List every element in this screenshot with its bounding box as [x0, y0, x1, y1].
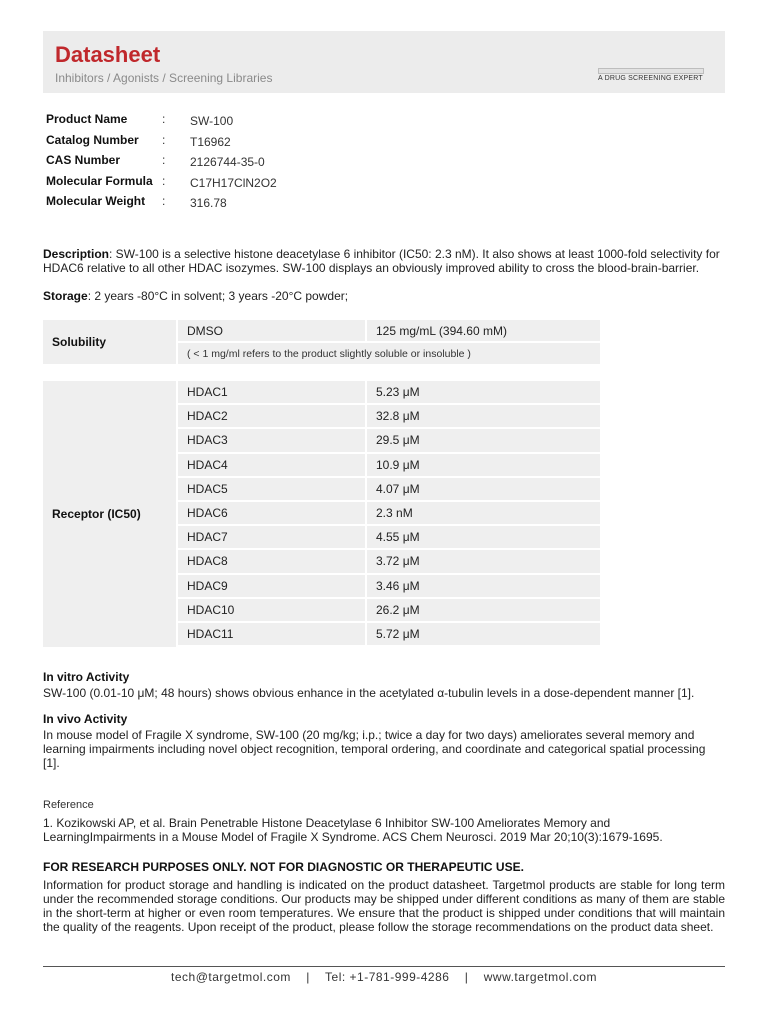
receptor-value: 5.72 μM — [367, 623, 600, 647]
property-label: Catalog Number — [46, 132, 139, 147]
receptor-value: 2.3 nM — [367, 502, 600, 526]
receptor-target: HDAC5 — [178, 478, 367, 502]
property-row-cas-number — [46, 153, 346, 174]
receptor-target: HDAC2 — [178, 405, 367, 429]
research-use-heading: FOR RESEARCH PURPOSES ONLY. NOT FOR DIAGNOSTIC OR THERAPEUTIC USE. — [43, 860, 524, 874]
solubility-table — [43, 320, 600, 364]
receptor-value: 26.2 μM — [367, 599, 600, 623]
description-text: : SW-100 is a selective histone deacetylase 6 inhibitor (IC50: 2.3 nM). It also shows at least 1000-fold selectivity for HDAC6 relative to all other HDAC isozymes. SW-100 displays an obviously improved ability to cross the blood-brain-barrier. — [43, 247, 720, 275]
solubility-value: 125 mg/mL (394.60 mM) — [367, 320, 600, 343]
solubility-label: Solubility — [43, 320, 178, 364]
storage-label: Storage — [43, 289, 88, 303]
property-value: SW-100 — [190, 114, 234, 128]
receptor-value: 5.23 μM — [367, 381, 600, 405]
storage-paragraph — [43, 289, 725, 303]
receptor-target: HDAC8 — [178, 550, 367, 574]
property-separator: : — [162, 132, 166, 147]
page-title: Datasheet — [55, 42, 161, 67]
in-vivo-heading: In vivo Activity — [43, 712, 128, 726]
in-vitro-text: SW-100 (0.01-10 μM; 48 hours) shows obvious enhance in the acetylated α-tubulin levels in a dose-dependent manner [1]. — [43, 686, 695, 700]
receptor-value: 3.46 μM — [367, 575, 600, 599]
receptor-target: HDAC11 — [178, 623, 367, 647]
property-separator: : — [162, 153, 166, 167]
receptor-label: Receptor (IC50) — [43, 381, 178, 647]
receptor-value: 3.72 μM — [367, 550, 600, 574]
property-row-molecular-weight — [46, 194, 346, 215]
property-value: 2126744-35-0 — [190, 155, 265, 169]
receptor-target: HDAC6 — [178, 502, 367, 526]
page-subtitle: Inhibitors / Agonists / Screening Libraries — [55, 71, 273, 85]
solubility-note: ( < 1 mg/ml refers to the product slightly soluble or insoluble ) — [178, 343, 600, 364]
property-label: Product Name — [46, 112, 128, 126]
footer-divider — [43, 966, 725, 967]
research-use-text: Information for product storage and handling is indicated on the product datasheet. Targetmol products are stable for long term under the recommended storage conditions. Our products may be shipped under different conditions as many of them are stable in the short-term at higher or even room temperatures. We ensure that the product is shipped under conditions that will maintain the quality of the reagents. Upon receipt of the product, please follow the storage recommendations on the product data sheet. — [43, 878, 725, 934]
in-vivo-text: In mouse model of Fragile X syndrome, SW-100 (20 mg/kg; i.p.; twice a day for two days) ameliorates several memory and learning impairments including novel object recognition, temporal ordering, and coordinate and categorical spatial processing [1]. — [43, 728, 706, 770]
footer-email[interactable]: tech@targetmol.com — [171, 970, 291, 984]
receptor-target: HDAC3 — [178, 429, 367, 453]
receptor-target: HDAC9 — [178, 575, 367, 599]
receptor-target: HDAC1 — [178, 381, 367, 405]
reference-label: Reference — [43, 799, 94, 811]
property-separator: : — [162, 173, 166, 188]
property-label: Molecular Weight — [46, 194, 146, 208]
receptor-value: 29.5 μM — [367, 429, 600, 453]
property-row-catalog-number — [46, 133, 346, 154]
product-properties — [46, 112, 346, 215]
in-vitro-heading: In vitro Activity — [43, 670, 130, 684]
footer-website[interactable]: www.targetmol.com — [483, 970, 597, 984]
property-separator: : — [162, 112, 166, 126]
receptor-value: 32.8 μM — [367, 405, 600, 429]
footer-contact — [43, 970, 725, 984]
footer-phone: Tel: +1-781-999-4286 — [325, 970, 450, 984]
property-value: C17H17ClN2O2 — [190, 175, 277, 190]
property-row-molecular-formula — [46, 174, 346, 195]
description-label: Description — [43, 247, 110, 261]
footer-separator: | — [464, 970, 469, 984]
property-row-product-name — [46, 112, 346, 133]
description-paragraph — [43, 247, 725, 275]
receptor-target: HDAC7 — [178, 526, 367, 550]
property-separator: : — [162, 194, 166, 208]
receptor-value: 4.55 μM — [367, 526, 600, 550]
brand-tagline: A DRUG SCREENING EXPERT — [598, 75, 703, 82]
receptor-target: HDAC10 — [178, 599, 367, 623]
storage-text: : 2 years -80°C in solvent; 3 years -20°C powder; — [87, 289, 349, 303]
property-value: 316.78 — [190, 196, 227, 210]
receptor-target: HDAC4 — [178, 454, 367, 478]
receptor-value: 4.07 μM — [367, 478, 600, 502]
receptor-value: 10.9 μM — [367, 454, 600, 478]
datasheet-header — [43, 31, 725, 93]
receptor-table — [43, 381, 600, 647]
reference-text: 1. Kozikowski AP, et al. Brain Penetrable Histone Deacetylase 6 Inhibitor SW-100 Ameliorates Memory and LearningImpairments in a Mouse Model of Fragile X Syndrome. ACS Chem Neurosci. 2019 Mar 20;10(3):1679-1695. — [43, 816, 663, 844]
footer-separator: | — [306, 970, 310, 984]
property-value: T16962 — [190, 134, 231, 149]
solubility-solvent: DMSO — [178, 320, 367, 343]
property-label: CAS Number — [46, 153, 121, 167]
property-label: Molecular Formula — [46, 173, 153, 188]
